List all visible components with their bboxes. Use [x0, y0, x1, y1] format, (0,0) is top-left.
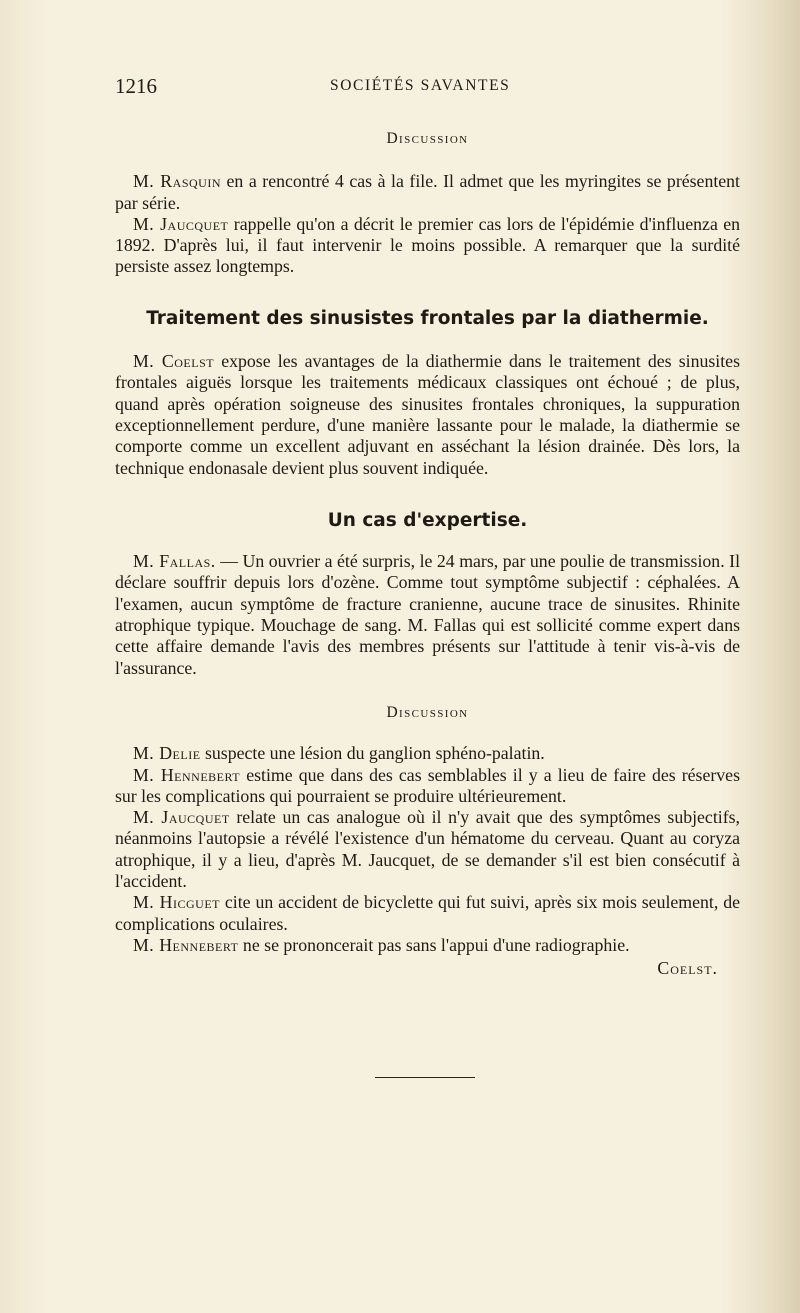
- discussion-heading: Discussion: [386, 130, 469, 147]
- paragraph: M. Delie suspecte une lésion du ganglion sphéno-palatin.: [133, 743, 545, 764]
- speaker-name: M. Hennebert: [133, 764, 241, 785]
- paragraph: M. Rasquin en a rencontré 4 cas à la file. Il admet que les myringites se présentent par série.: [115, 171, 740, 213]
- section-title: Un cas d'expertise.: [327, 509, 528, 531]
- page-header: [115, 74, 740, 102]
- paragraph: M. Jaucquet relate un cas analogue où il n'y avait que des symptômes subjectifs, néanmoins l'autopsie a révélé l'existence d'un hématome du cerveau. Quant au coryza atrophique, il y a lieu, d'après M. Jaucquet, de se demander s'il est bien consécutif à l'accident.: [115, 807, 740, 892]
- speaker-name: M. Coelst: [133, 351, 215, 372]
- paragraph: M. Jaucquet rappelle qu'on a décrit le premier cas lors de l'épidémie d'influenza en 1892. D'après lui, il faut intervenir le moins possible. A remarquer que la surdité persiste assez longtemps.: [115, 213, 740, 277]
- running-title: SOCIÉTÉS SAVANTES: [330, 77, 511, 94]
- discussion-heading: Discussion: [386, 703, 469, 721]
- page-content: [115, 128, 740, 980]
- speaker-name: M. Delie: [133, 743, 201, 764]
- speaker-name: M. Hicguet: [133, 892, 220, 913]
- paragraph: M. Fallas. — Un ouvrier a été surpris, le 24 mars, par une poulie de transmission. Il déclare souffrir depuis lors d'ozène. Comme tout symptôme subjectif : céphalées. A l'examen, aucun symptôme de fracture cranienne, aucune trace de sinusites. Rhinite atrophique typique. Mouchage de sang. M. Fallas qui est sollicité comme expert dans cette affaire demande l'avis des membres présents sur l'attitude à tenir vis-à-vis de l'assurance.: [115, 551, 741, 678]
- paragraph: M. Coelst expose les avantages de la diathermie dans le traitement des sinusites frontales aiguës lorsque les traitements médicaux classiques ont échoué ; de plus, quand après opération soigneuse des sinusites frontales chroniques, la suppuration exceptionnellement perdure, d'une manière lassante pour le malade, la diathermie se comporte comme un excellent adjuvant en asséchant la lésion drainée. Dès lors, la technique endonasale devient plus souvent indiquée.: [115, 351, 740, 478]
- speaker-name: M. Rasquin: [133, 171, 221, 192]
- paragraph: M. Hennebert ne se prononcerait pas sans l'appui d'une radiographie.: [133, 934, 630, 955]
- page-number: 1216: [115, 74, 157, 98]
- speaker-name: M. Fallas.: [133, 551, 216, 572]
- speaker-name: M. Hennebert: [133, 934, 239, 955]
- speaker-name: M. Jaucquet: [133, 807, 230, 828]
- paragraph: M. Hicguet cite un accident de bicyclette qui fut suivi, après six mois seulement, de complications oculaires.: [115, 892, 740, 934]
- author-signature: Coelst.: [657, 958, 718, 979]
- paragraph: M. Hennebert estime que dans des cas semblables il y a lieu de faire des réserves sur les complications qui pourraient se produire ultérieurement.: [115, 764, 740, 806]
- section-title: Traitement des sinusistes frontales par la diathermie.: [146, 307, 709, 329]
- end-rule-divider: [375, 1077, 475, 1078]
- speaker-name: M. Jaucquet: [133, 213, 229, 234]
